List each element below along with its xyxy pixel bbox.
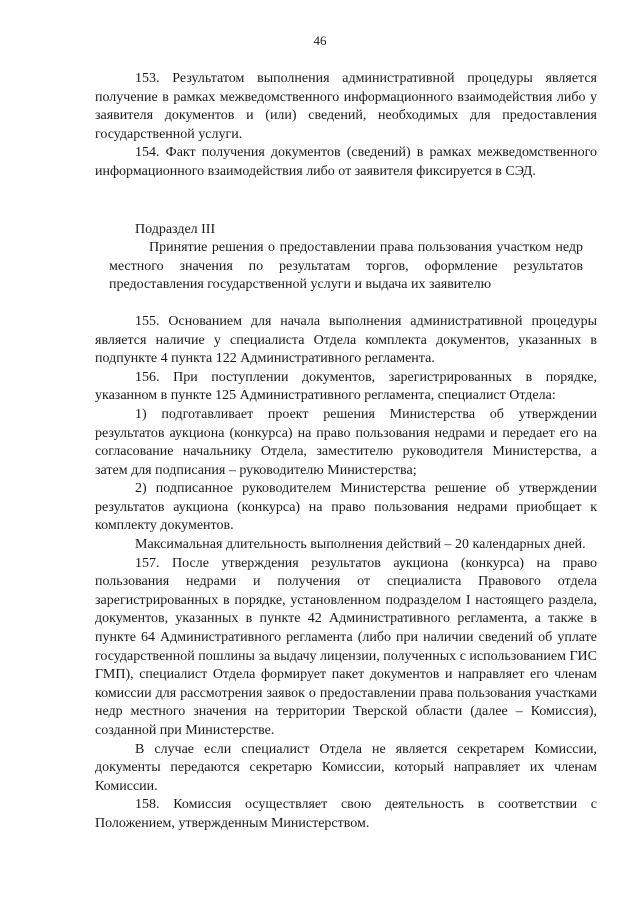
paragraph-155: 155. Основанием для начала выполнения административной процедуры является наличие у специалиста Отдела комплекта документов, указанных в подпункте 4 пункта 122 Административного регламента. [95,313,597,367]
paragraph-157-secretary: В случае если специалист Отдела не является секретарем Комиссии, документы передаются секретарю Комиссии, который направляет их членам Комиссии. [95,741,597,794]
page-number: 46 [313,33,327,48]
paragraph-158: 158. Комиссия осуществляет свою деятельность в соответствии с Положением, утвержденным Министерством. [95,797,597,831]
subsection-heading: Принятие решения о предоставлении права пользования участком недр местного значения по результатам торгов, оформление результатов предоставления государственной услуги и выдача их заявителю [109,240,583,293]
subsection-header [95,221,597,295]
paragraph-157: 157. После утверждения результатов аукциона (конкурса) на право пользования недрами и получения от специалиста Правового отдела зарегистрированных в порядке, установленном подразделом I настоящего раздела, документов, указанных в пункте 42 Административного регламента, а также в пункте 64 Административного регламента (либо при наличии сведений об уплате государственной пошлины за выдачу лицензии, полученных с использованием ГИС ГМП), специалист Отдела формирует пакет документов и направляет его членам комиссии для рассмотрения заявок о предоставлении права пользования участками недр местного значения на территории Тверской области (далее – Комиссия), созданной при Министерстве. [95,555,597,738]
paragraph-156-item-1: 1) подготавливает проект решения Министерства об утверждении результатов аукциона (конкурса) на право пользования недрами и передает его на согласование начальнику Отдела, заместителю руководителя Министерства, а затем для подписания – руководителю Министерства; [95,406,597,478]
subsection-title: Подраздел III [135,221,216,237]
paragraph-154: 154. Факт получения документов (сведений) в рамках межведомственного информационного взаимодействия либо от заявителя фиксируется в СЭД. [95,145,597,179]
paragraph-156: 156. При поступлении документов, зарегистрированных в порядке, указанном в пункте 125 Административного регламента, специалист Отдела: [95,369,597,404]
paragraph-156-item-2: 2) подписанное руководителем Министерства решение об утверждении результатов аукциона (конкурса) на право пользования недрами приобщает к комплекту документов. [95,481,597,534]
document-body [95,70,597,834]
paragraph-153: 153. Результатом выполнения административной процедуры является получение в рамках межведомственного информационного взаимодействия либо у заявителя документов и (или) сведений, необходимых для предоставления государственной услуги. [95,71,597,142]
paragraph-max-duration: Максимальная длительность выполнения действий – 20 календарных дней. [135,537,586,553]
